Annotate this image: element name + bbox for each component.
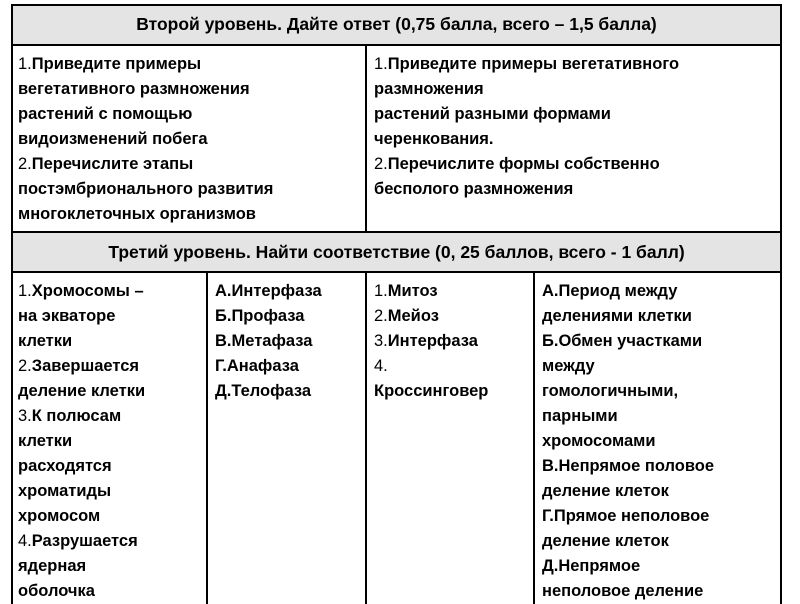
line-text: Б.Профаза: [215, 307, 305, 325]
text-line: [18, 579, 200, 604]
line-text: постэмбрионального развития: [18, 180, 274, 198]
text-line: [374, 127, 776, 152]
text-line: [18, 52, 359, 77]
text-line: [374, 279, 527, 304]
text-line: [18, 354, 200, 379]
text-line: [542, 354, 776, 379]
line-text: Разрушается: [31, 532, 138, 550]
text-line: [542, 404, 776, 429]
text-line: [18, 454, 200, 479]
text-line: [18, 177, 359, 202]
item-number: 2.: [18, 357, 32, 375]
line-text: Хромосомы –: [31, 282, 144, 300]
table-border-top: [11, 4, 782, 6]
table-border-left: [11, 4, 13, 604]
text-line: [374, 77, 776, 102]
item-number: 4.: [374, 357, 388, 375]
text-line: [18, 404, 200, 429]
line-text: хроматиды: [18, 482, 112, 500]
text-line: [18, 329, 200, 354]
line-text: А.Интерфаза: [215, 282, 322, 300]
line-text: А.Период между: [542, 282, 678, 300]
level2-right-cell: [367, 46, 782, 232]
text-line: [18, 127, 359, 152]
line-text: вегетативного размножения: [18, 80, 250, 98]
line-text: Д.Телофаза: [215, 382, 312, 400]
level3-processes-cell: [367, 273, 533, 604]
text-line: [542, 279, 776, 304]
column-divider: [206, 271, 208, 604]
line-text: В.Метафаза: [215, 332, 313, 350]
line-text: многоклеточных организмов: [18, 205, 256, 223]
level2-header: [11, 4, 782, 44]
item-number: 1.: [374, 55, 388, 73]
line-text: клетки: [18, 432, 73, 450]
line-text: гомологичными,: [542, 382, 679, 400]
line-text: расходятся: [18, 457, 112, 475]
line-text: ядерная: [18, 557, 87, 575]
text-line: [18, 102, 359, 127]
text-line: [18, 202, 359, 227]
line-text: делениями клетки: [542, 307, 692, 325]
text-line: [18, 429, 200, 454]
text-line: [542, 529, 776, 554]
text-line: [374, 52, 776, 77]
item-number: 3.: [18, 407, 32, 425]
item-number: 2.: [374, 307, 388, 325]
text-line: [18, 152, 359, 177]
line-text: Перечислите этапы: [31, 155, 194, 173]
text-line: [542, 304, 776, 329]
text-line: [18, 304, 200, 329]
table-border-right: [780, 4, 782, 604]
line-text: парными: [542, 407, 618, 425]
table-rule: [11, 271, 782, 273]
column-divider: [365, 271, 367, 604]
assignment-table: [11, 4, 782, 604]
line-text: Кроссинговер: [374, 382, 489, 400]
text-line: [18, 504, 200, 529]
line-text: между: [542, 357, 595, 375]
text-line: [542, 379, 776, 404]
line-text: Д.Непрямое: [542, 557, 641, 575]
level2-left-cell: [11, 46, 365, 232]
item-number: 1.: [18, 55, 32, 73]
text-line: [18, 479, 200, 504]
line-text: деление клеток: [542, 532, 669, 550]
line-text: Интерфаза: [387, 332, 478, 350]
text-line: [215, 354, 359, 379]
line-text: растений разными формами: [374, 105, 611, 123]
line-text: Завершается: [31, 357, 140, 375]
text-line: [374, 304, 527, 329]
table-rule: [11, 44, 782, 46]
text-line: [215, 279, 359, 304]
text-line: [215, 379, 359, 404]
line-text: оболочка: [18, 582, 95, 600]
line-text: Г.Анафаза: [215, 357, 299, 375]
line-text: Б.Обмен участками: [542, 332, 703, 350]
text-line: [542, 329, 776, 354]
line-text: деление клеток: [542, 482, 669, 500]
table-rule: [11, 231, 782, 233]
item-number: 3.: [374, 332, 388, 350]
item-number: 4.: [18, 532, 32, 550]
column-divider: [365, 44, 367, 233]
line-text: Г.Прямое неполовое: [542, 507, 710, 525]
text-line: [374, 177, 776, 202]
level3-header-text: Третий уровень. Найти соответствие (0, 25 баллов, всего - 1 балл): [108, 241, 685, 262]
line-text: Митоз: [387, 282, 438, 300]
text-line: [18, 379, 200, 404]
text-line: [542, 504, 776, 529]
line-text: Мейоз: [387, 307, 439, 325]
line-text: К полюсам: [31, 407, 122, 425]
line-text: хромосомами: [542, 432, 656, 450]
item-number: 2.: [374, 155, 388, 173]
level3-phases-cell: [208, 273, 365, 604]
line-text: Приведите примеры: [31, 55, 202, 73]
text-line: [18, 529, 200, 554]
text-line: [18, 554, 200, 579]
text-line: [215, 304, 359, 329]
text-line: [374, 152, 776, 177]
text-line: [542, 479, 776, 504]
level3-phase-descriptions-cell: [11, 273, 206, 604]
line-text: деление клетки: [18, 382, 146, 400]
level3-header: [11, 233, 782, 271]
line-text: неполовое деление: [542, 582, 704, 600]
item-number: 1.: [374, 282, 388, 300]
text-line: [18, 77, 359, 102]
line-text: Перечислите формы собственно: [387, 155, 660, 173]
line-text: на экваторе: [18, 307, 116, 325]
text-line: [374, 102, 776, 127]
text-line: [542, 454, 776, 479]
text-line: [215, 329, 359, 354]
line-text: хромосом: [18, 507, 101, 525]
text-line: [374, 354, 527, 379]
level3-process-descriptions-cell: [535, 273, 782, 604]
column-divider: [533, 271, 535, 604]
line-text: бесполого размножения: [374, 180, 574, 198]
text-line: [374, 329, 527, 354]
text-line: [542, 554, 776, 579]
level2-header-text: Второй уровень. Дайте ответ (0,75 балла, всего – 1,5 балла): [136, 13, 657, 34]
line-text: черенкования.: [374, 130, 494, 148]
text-line: [542, 579, 776, 604]
line-text: размножения: [374, 80, 484, 98]
line-text: видоизменений побега: [18, 130, 208, 148]
text-line: [374, 379, 527, 404]
line-text: клетки: [18, 332, 73, 350]
line-text: В.Непрямое половое: [542, 457, 715, 475]
text-line: [18, 279, 200, 304]
item-number: 1.: [18, 282, 32, 300]
item-number: 2.: [18, 155, 32, 173]
line-text: растений с помощью: [18, 105, 193, 123]
text-line: [542, 429, 776, 454]
line-text: Приведите примеры вегетативного: [387, 55, 680, 73]
